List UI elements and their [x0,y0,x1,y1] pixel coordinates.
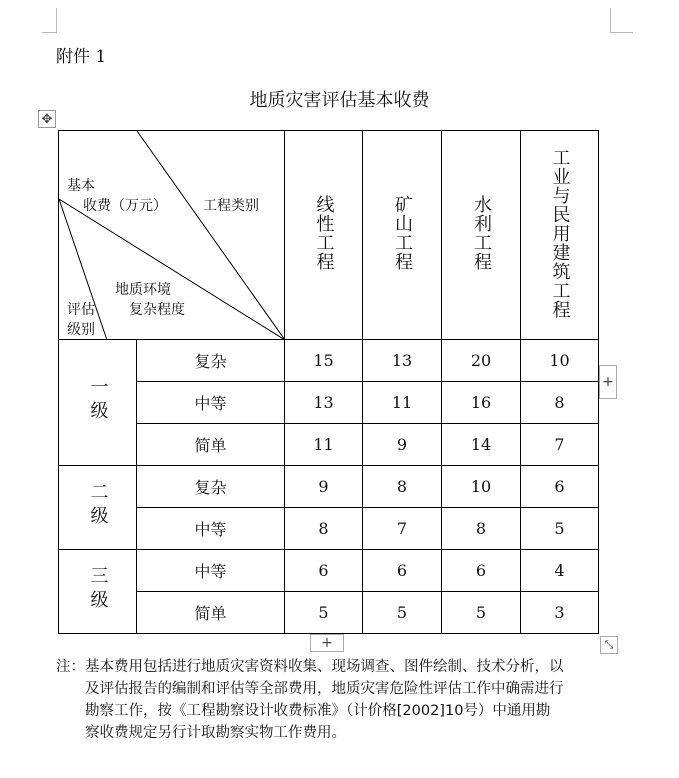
fee-value-cell: 15 [285,340,363,382]
add-column-button[interactable]: + [599,365,617,399]
fee-value-cell: 20 [442,340,521,382]
table-row [59,382,599,424]
fee-table [58,130,599,634]
fee-label-line2: 收费（万元） [83,198,167,214]
complexity-cell: 中等 [137,382,285,424]
fee-value-cell: 6 [521,466,599,508]
fee-value-cell: 9 [363,424,442,466]
fee-value-cell: 5 [442,592,521,634]
fee-value-cell: 14 [442,424,521,466]
category-label: 工程类别 [203,198,259,214]
fee-value-cell: 5 [363,592,442,634]
table-row [59,424,599,466]
fee-value-cell: 6 [442,550,521,592]
table-row [59,340,599,382]
level-cell [59,550,137,634]
level-cell [59,466,137,550]
complexity-cell: 复杂 [137,340,285,382]
fee-value-cell: 13 [285,382,363,424]
fee-value-cell: 8 [285,508,363,550]
header-corner-cell [59,131,285,340]
fee-value-cell: 10 [442,466,521,508]
page-corner-mark-top-right [610,8,633,33]
level-label-line2: 级别 [67,322,95,338]
move-icon[interactable]: ✥ [38,110,56,128]
resize-icon[interactable]: ⤡ [600,636,618,654]
column-header-label: 矿山工程 [392,195,413,271]
complexity-cell: 中等 [137,508,285,550]
complexity-cell: 复杂 [137,466,285,508]
level-cell [59,340,137,466]
complexity-cell: 简单 [137,592,285,634]
complexity-cell: 中等 [137,550,285,592]
fee-value-cell: 3 [521,592,599,634]
level-label: 二级 [87,481,109,530]
footnote-line: 注：基本费用包括进行地质灾害资料收集、现场调查、图件绘制、技术分析，以 [56,659,564,675]
fee-label-line1: 基本 [67,178,95,194]
fee-value-cell: 8 [442,508,521,550]
add-row-button[interactable]: + [310,634,344,652]
column-header-label: 线性工程 [313,195,335,271]
table-row [59,508,599,550]
footnote-line: 及评估报告的编制和评估等全部费用，地质灾害危险性评估工作中确需进行 [85,681,564,697]
env-label-line1: 地质环境 [115,282,171,298]
complexity-cell: 简单 [137,424,285,466]
footnote-line: 勘察工作，按《工程勘察设计收费标准》（计价格[2002]10号）中通用勘 [85,703,551,719]
level-label: 三级 [87,565,109,614]
column-header-label: 工业与民用建筑工程 [549,147,571,319]
table-header-row [59,131,599,340]
page-corner-mark-top-left [42,8,57,33]
fee-value-cell: 8 [521,382,599,424]
column-header-mining [363,131,442,340]
fee-value-cell: 13 [363,340,442,382]
fee-value-cell: 7 [521,424,599,466]
fee-value-cell: 9 [285,466,363,508]
level-label: 一级 [87,376,109,425]
fee-value-cell: 5 [521,508,599,550]
env-label-line2: 复杂程度 [129,302,185,318]
table-row [59,592,599,634]
fee-value-cell: 11 [363,382,442,424]
table-row [59,466,599,508]
fee-value-cell: 6 [285,550,363,592]
fee-value-cell: 5 [285,592,363,634]
column-header-label: 水利工程 [471,195,492,271]
table-row [59,550,599,592]
footnote [56,656,616,744]
fee-value-cell: 6 [363,550,442,592]
fee-value-cell: 10 [521,340,599,382]
fee-value-cell: 7 [363,508,442,550]
column-header-linear [285,131,363,340]
attachment-label: 附件 1 [56,47,107,67]
fee-value-cell: 16 [442,382,521,424]
fee-value-cell: 8 [363,466,442,508]
fee-value-cell: 4 [521,550,599,592]
level-label-line1: 评估 [67,302,95,318]
fee-value-cell: 11 [285,424,363,466]
column-header-building [521,131,599,340]
table-title: 地质灾害评估基本收费 [249,90,430,111]
column-header-water [442,131,521,340]
footnote-line: 察收费规定另行计取勘察实物工作费用。 [85,725,346,741]
